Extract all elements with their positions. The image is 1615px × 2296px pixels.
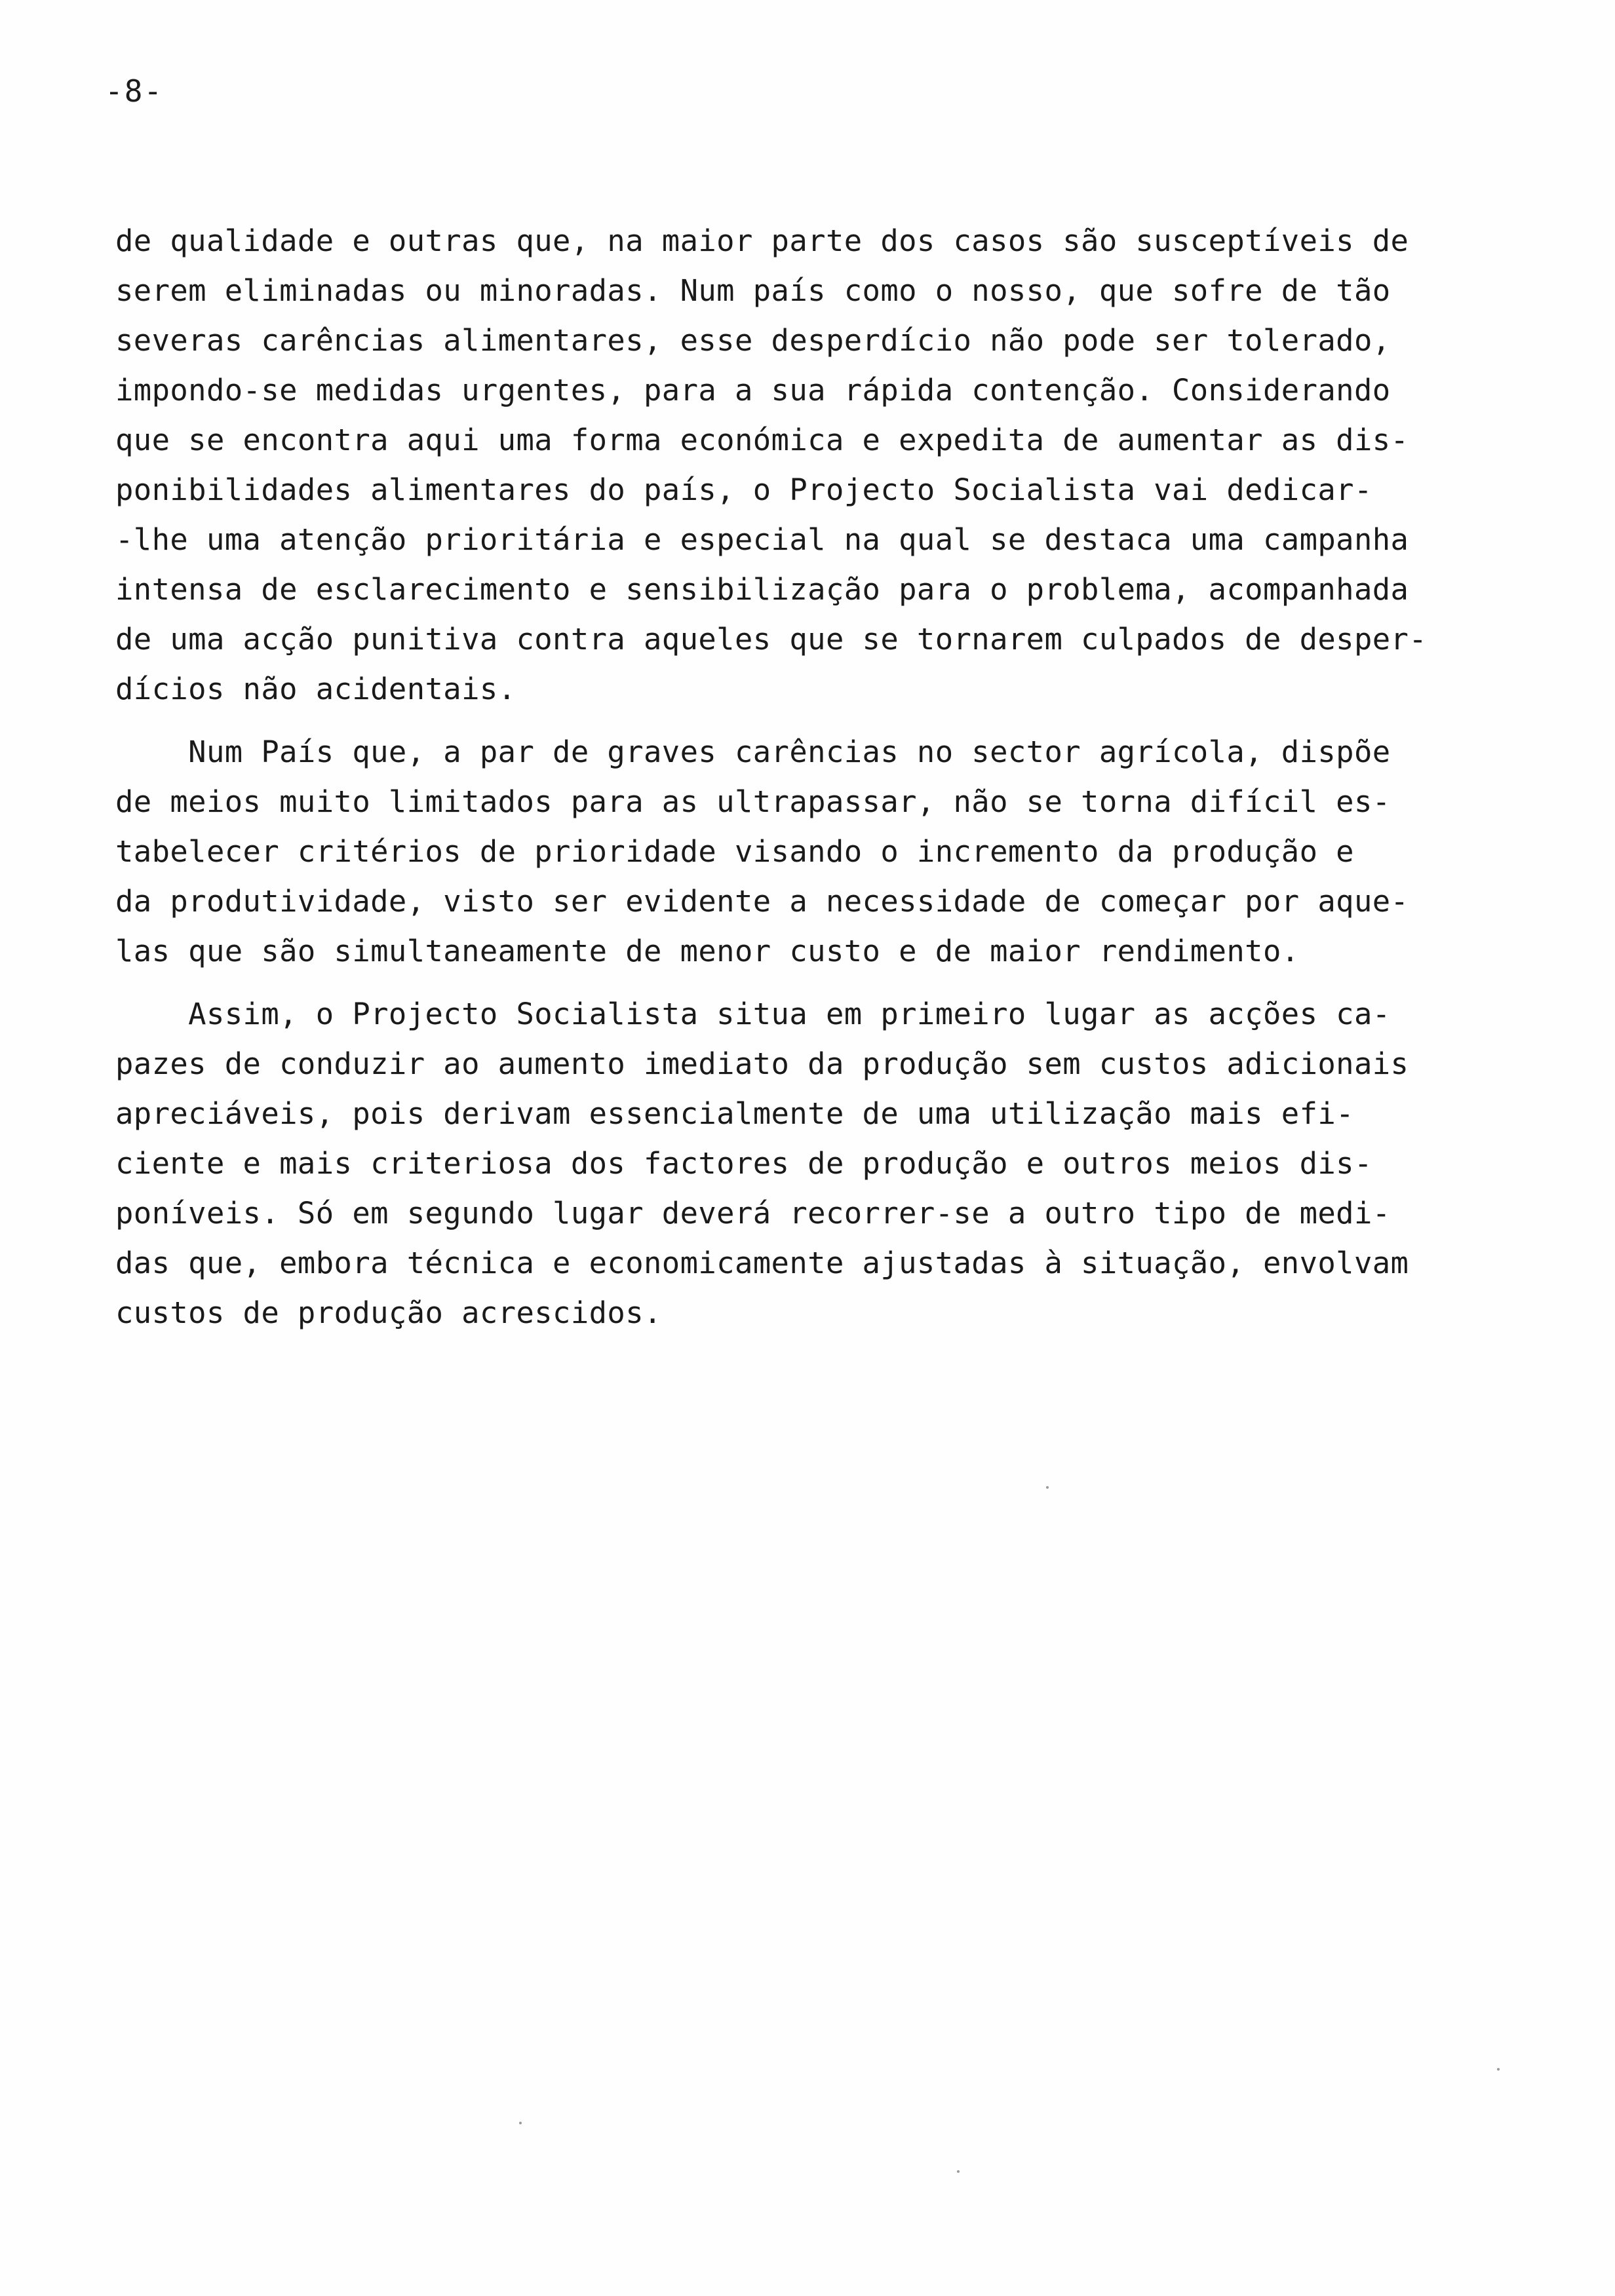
text-line: intensa de esclarecimento e sensibilização para o problema, acompanhada: [115, 572, 1409, 607]
text-line: ponibilidades alimentares do país, o Projecto Socialista vai dedicar-: [115, 472, 1372, 507]
scan-speck: [519, 2122, 522, 2124]
text-line: custos de produção acrescidos.: [115, 1295, 662, 1330]
text-line: que se encontra aqui uma forma económica e expedita de aumentar as dis-: [115, 423, 1409, 457]
text-line: de qualidade e outras que, na maior parte dos casos são susceptíveis de: [115, 223, 1409, 258]
body-text: [115, 216, 1531, 1338]
text-line: impondo-se medidas urgentes, para a sua rápida contenção. Considerando: [115, 373, 1391, 408]
paragraph-spacer: [115, 714, 1531, 727]
text-line: serem eliminadas ou minoradas. Num país como o nosso, que sofre de tão: [115, 273, 1391, 308]
text-line: tabelecer critérios de prioridade visando o incremento da produção e: [115, 834, 1354, 869]
text-line: -lhe uma atenção prioritária e especial na qual se destaca uma campanha: [115, 522, 1409, 557]
text-line: da produtividade, visto ser evidente a necessidade de começar por aque-: [115, 884, 1409, 919]
paragraph-2: [115, 727, 1531, 976]
scan-speck: [1046, 1486, 1049, 1489]
text-line: de uma acção punitiva contra aqueles que se tornarem culpados de desper-: [115, 622, 1428, 657]
scan-speck: [1497, 2068, 1500, 2071]
text-line: severas carências alimentares, esse desperdício não pode ser tolerado,: [115, 323, 1391, 358]
text-line: las que são simultaneamente de menor custo e de maior rendimento.: [115, 934, 1300, 968]
text-line: Assim, o Projecto Socialista situa em primeiro lugar as acções ca-: [115, 997, 1391, 1031]
text-line: poníveis. Só em segundo lugar deverá recorrer-se a outro tipo de medi-: [115, 1196, 1391, 1231]
scan-speck: [957, 2170, 960, 2173]
text-line: de meios muito limitados para as ultrapassar, não se torna difícil es-: [115, 784, 1391, 819]
text-line: apreciáveis, pois derivam essencialmente de uma utilização mais efi-: [115, 1096, 1354, 1131]
text-line: Num País que, a par de graves carências no sector agrícola, dispõe: [115, 735, 1391, 769]
text-line: das que, embora técnica e economicamente ajustadas à situação, envolvam: [115, 1246, 1409, 1280]
text-line: pazes de conduzir ao aumento imediato da produção sem custos adicionais: [115, 1046, 1409, 1081]
text-line: dícios não acidentais.: [115, 672, 516, 706]
paragraph-3: [115, 989, 1531, 1338]
text-line: ciente e mais criteriosa dos factores de produção e outros meios dis-: [115, 1146, 1372, 1181]
page-number: -8-: [105, 73, 164, 109]
paragraph-1: [115, 216, 1531, 714]
paragraph-spacer: [115, 976, 1531, 989]
